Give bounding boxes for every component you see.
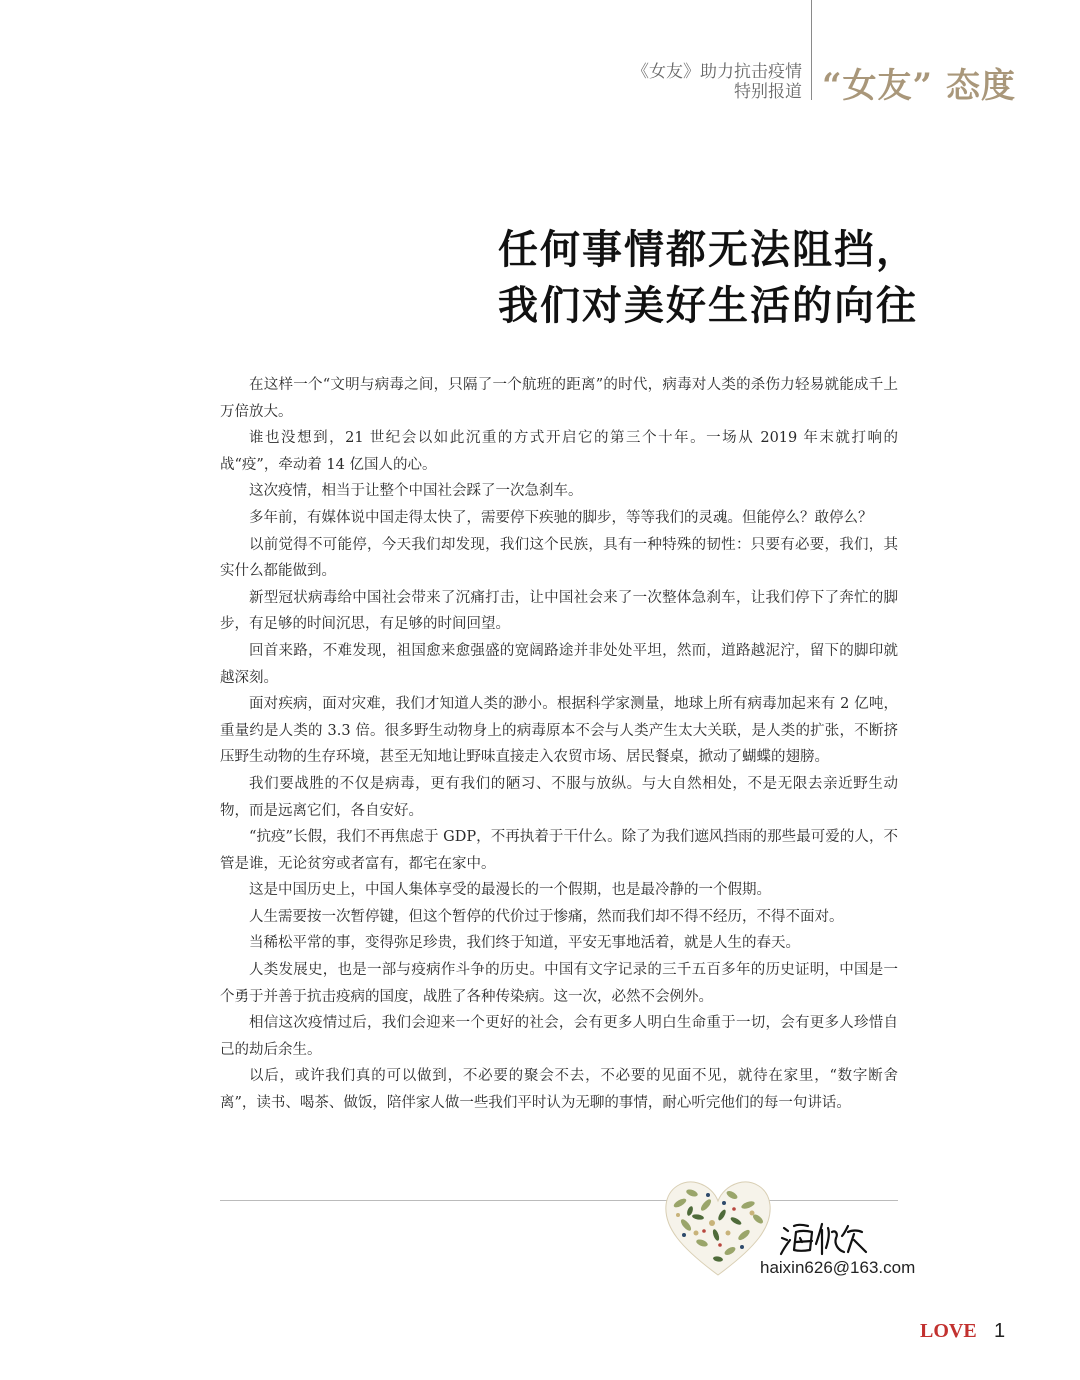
floral-heart-icon — [660, 1175, 776, 1281]
paragraph: 这是中国历史上，中国人集体享受的最漫长的一个假期，也是最冷静的一个假期。 — [249, 882, 771, 899]
paragraph: 在这样一个“文明与病毒之间，只隔了一个航班的距离”的时代，病毒对人类的杀伤力轻易就能成千上万倍放大。 — [220, 377, 898, 420]
page-number: 1 — [994, 1320, 1006, 1342]
author-email: haixin626@163.com — [760, 1258, 916, 1277]
column-label — [632, 62, 802, 102]
title-line1: 任何事情都无法阻挡， — [498, 226, 918, 273]
paragraph: 人生需要按一次暂停键，但这个暂停的代价过于惨痛，然而我们却不得不经历，不得不面对。 — [249, 908, 844, 925]
paragraph: 面对疾病，面对灾难，我们才知道人类的渺小。根据科学家测量，地球上所有病毒加起来有 2 亿吨，重量约是人类的 3.3 倍。很多野生动物身上的病毒原本不会与人类产生太大关联，是人类的扩张，不断挤压野生动物的生存环境，甚至无知地让野味直接走入农贸市场、居民餐桌，掀动了蝴蝶的翅膀。 — [220, 696, 898, 766]
magazine-logo: LOVE — [920, 1320, 977, 1342]
paragraph: 相信这次疫情过后，我们会迎来一个更好的社会，会有更多人明白生命重于一切，会有更多人珍惜自己的劫后余生。 — [220, 1015, 898, 1058]
paragraph: “抗疫”长假，我们不再焦虑于 GDP，不再执着于干什么。除了为我们遮风挡雨的那些最可爱的人，不管是谁，无论贫穷或者富有，都宅在家中。 — [220, 829, 898, 872]
paragraph: 新型冠状病毒给中国社会带来了沉痛打击，让中国社会来了一次整体急刹车，让我们停下了奔忙的脚步，有足够的时间沉思，有足够的时间回望。 — [220, 589, 898, 633]
footer-rule-left — [220, 1200, 670, 1201]
author-signature-icon — [778, 1218, 870, 1260]
column-label-line1: 《女友》助力抗击疫情 — [632, 62, 802, 82]
article-body — [220, 372, 898, 1117]
paragraph: 当稀松平常的事，变得弥足珍贵，我们终于知道，平安无事地活着，就是人生的春天。 — [249, 935, 800, 952]
paragraph: 回首来路，不难发现，祖国愈来愈强盛的宽阔路途并非处处平坦，然而，道路越泥泞，留下的脚印就越深刻。 — [220, 642, 898, 686]
article-title — [498, 222, 918, 334]
column-label-line2: 特别报道 — [734, 82, 802, 102]
paragraph: 以前觉得不可能停，今天我们却发现，我们这个民族，具有一种特殊的韧性：只要有必要，我们，其实什么都能做到。 — [220, 536, 898, 580]
footer-rule-right — [762, 1200, 898, 1201]
header-divider — [811, 0, 812, 100]
title-line2: 我们对美好生活的向往 — [498, 282, 918, 329]
paragraph: 以后，或许我们真的可以做到，不必要的聚会不去，不必要的见面不见，就待在家里，“数字断舍离”，读书、喝茶、做饭，陪伴家人做一些我们平时认为无聊的事情，耐心听完他们的每一句讲话。 — [220, 1068, 898, 1112]
paragraph: 我们要战胜的不仅是病毒，更有我们的陋习、不服与放纵。与大自然相处，不是无限去亲近野生动物，而是远离它们，各自安好。 — [220, 775, 898, 819]
column-brand: “女友” 态度 — [822, 66, 1016, 106]
paragraph: 谁也没想到，21 世纪会以如此沉重的方式开启它的第三个十年。一场从 2019 年末就打响的战“疫”，牵动着 14 亿国人的心。 — [220, 430, 898, 473]
paragraph: 人类发展史，也是一部与疫病作斗争的历史。中国有文字记录的三千五百多年的历史证明，中国是一个勇于并善于抗击疫病的国度，战胜了各种传染病。这一次，必然不会例外。 — [220, 962, 898, 1005]
paragraph: 这次疫情，相当于让整个中国社会踩了一次急刹车。 — [249, 483, 583, 500]
paragraph: 多年前，有媒体说中国走得太快了，需要停下疾驰的脚步，等等我们的灵魂。但能停么？敢停么？ — [249, 509, 873, 526]
